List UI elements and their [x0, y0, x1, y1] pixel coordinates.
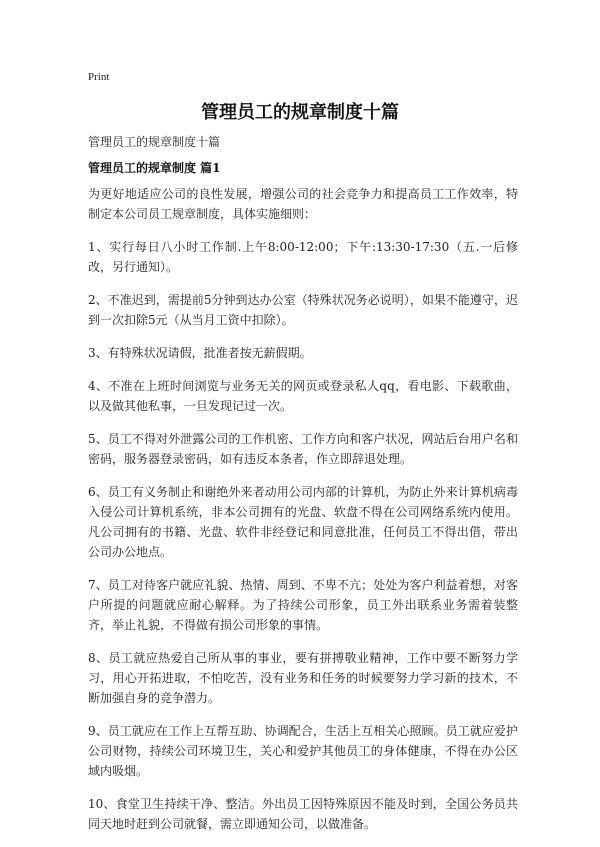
rule-paragraph: 4、不准在上班时间浏览与业务无关的网页或登录私人qq，看电影、下载歌曲，以及做其他私事，一旦发现记过一次。	[88, 379, 518, 413]
document-body	[88, 184, 518, 847]
page-title: 管理员工的规章制度十篇	[201, 102, 399, 123]
rule-paragraph: 2、不准迟到，需提前5分钟到达办公室（特殊状况务必说明），如果不能遵守，迟到一次扣除5元（从当月工资中扣除）。	[88, 293, 518, 327]
rule-paragraph: 5、员工不得对外泄露公司的工作机密、工作方向和客户状况，网站后台用户名和密码，服务器登录密码，如有违反本条者，作立即辞退处理。	[88, 432, 518, 466]
rule-paragraph: 7、员工对待客户就应礼貌、热情、周到、不卑不亢；处处为客户利益着想，对客户所提的问题就应耐心解释。为了持续公司形象，员工外出联系业务需着装整齐，举止礼貌，不得做有损公司形象的事情。	[88, 578, 518, 632]
rule-paragraph: 1、实行每日八小时工作制.上午8:00-12:00；下午:13:30-17:30（五.一后修改，另行通知）。	[88, 240, 518, 274]
rule-paragraph: 6、员工有义务制止和谢绝外来者动用公司内部的计算机，为防止外来计算机病毒入侵公司计算机系统，非本公司拥有的光盘、软盘不得在公司网络系统内使用。凡公司拥有的书籍、光盘、软件非经登记和同意批准，任何员工不得出借，带出公司办公地点。	[88, 485, 518, 559]
document-subtitle: 管理员工的规章制度十篇	[88, 135, 221, 149]
intro-paragraph: 为更好地适应公司的良性发展，增强公司的社会竞争力和提高员工工作效率，特制定本公司员工规章制度，具体实施细则：	[88, 187, 518, 221]
rule-paragraph: 10、食堂卫生持续干净、整洁。外出员工因特殊原因不能及时到，全国公务员共同天地时赶到公司就餐，需立即通知公司，以做准备。	[88, 797, 518, 831]
section-heading: 管理员工的规章制度 篇1	[88, 161, 221, 175]
rule-paragraph: 9、员工就应在工作上互帮互助、协调配合，生活上互相关心照顾。员工就应爱护公司财物，持续公司环境卫生，关心和爱护其他员工的身体健康，不得在办公区域内吸烟。	[88, 724, 518, 778]
rule-paragraph: 8、员工就应热爱自己所从事的事业，要有拼搏敬业精神，工作中要不断努力学习，用心开拓进取，不怕吃苦，没有业务和任务的时候要努力学习新的技术，不断加强自身的竞争潜力。	[88, 651, 518, 705]
print-link[interactable]: Print	[88, 71, 110, 83]
rule-paragraph: 3、有特殊状况请假，批准者按无薪假期。	[88, 346, 312, 360]
